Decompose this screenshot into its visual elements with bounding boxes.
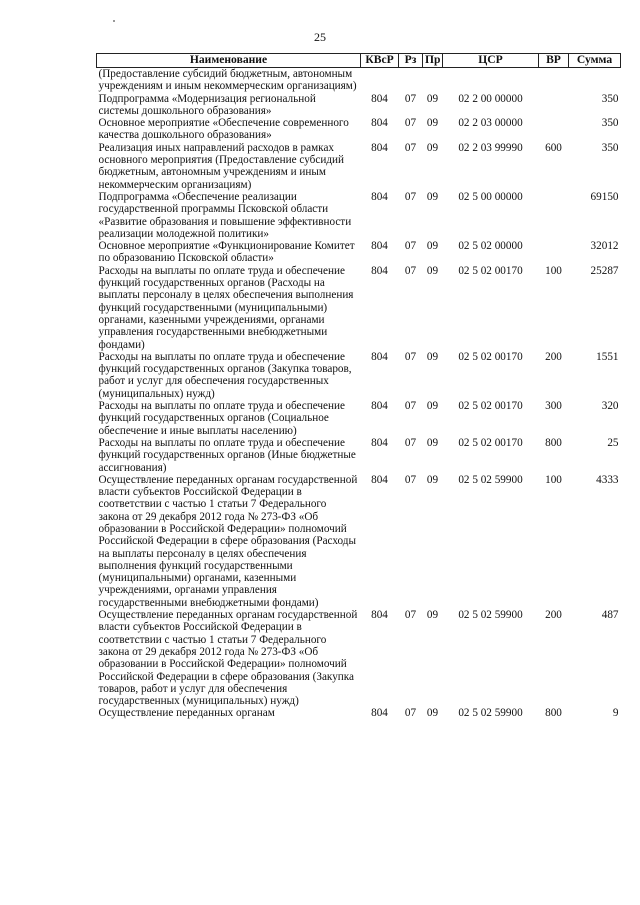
page-number: 25 (314, 30, 326, 44)
cell-kvsr: 804 (371, 141, 388, 154)
table-row (97, 191, 621, 240)
cell-pr: 09 (426, 350, 439, 363)
cell-kvsr: 804 (371, 436, 388, 449)
cell-rz: 07 (404, 141, 417, 154)
cell-pr: 09 (426, 609, 439, 622)
cell-rz: 07 (404, 117, 417, 130)
cell-name: Реализация иных направлений расходов в рамках основного мероприятия (Предоставление субсидий бюджетным, автономным учреждениям и иным некоммерческим организациям) (98, 141, 344, 191)
cell-kvsr: 804 (371, 240, 388, 253)
cell-rz: 07 (404, 400, 417, 413)
cell-vr (539, 68, 569, 93)
cell-sum: 4333 (596, 473, 619, 486)
header-name: Наименование (97, 54, 361, 68)
cell-kvsr: 804 (371, 609, 388, 622)
cell-name: Осуществление переданных органам государственной власти субъектов Российской Федерации в соответствии с частью 1 статьи 7 Федерального закона от 29 декабря 2012 года № 273-ФЗ «Об образовании в Российской Федерации» полномочий Российской Федерации в сфере образования (Закупка товаров, работ и услуг для обеспечения государственных (муниципальных) нужд) (98, 609, 358, 708)
cell-vr: 800 (545, 436, 562, 449)
cell-rz: 07 (404, 436, 417, 449)
cell-rz: 07 (404, 190, 417, 203)
cell-rz: 07 (404, 473, 417, 486)
cell-csr: 02 2 00 00000 (458, 92, 523, 105)
cell-name: Осуществление переданных органам (98, 707, 275, 720)
cell-vr (539, 191, 569, 240)
cell-vr (539, 93, 569, 118)
scan-speck (113, 20, 115, 22)
cell-name: Расходы на выплаты по оплате труда и обеспечение функций государственных органов (Закупка товаров, работ и услуг для обеспечения государственных (муниципальных) нужд) (98, 350, 352, 400)
cell-kvsr: 804 (371, 707, 388, 720)
cell-rz: 07 (404, 707, 417, 720)
cell-name: Подпрограмма «Модернизация региональной системы дошкольного образования» (98, 92, 316, 117)
cell-rz (399, 68, 423, 93)
cell-csr: 02 5 02 00170 (458, 264, 523, 277)
cell-name: Подпрограмма «Обеспечение реализации государственной программы Псковской области «Развитие образования и повышение эффективности реализации молодежной политики» (98, 190, 352, 240)
cell-vr: 200 (545, 350, 562, 363)
cell-name: Расходы на выплаты по оплате труда и обеспечение функций государственных органов (Иные бюджетные ассигнования) (98, 436, 356, 474)
table-row (97, 437, 621, 474)
cell-vr: 300 (545, 400, 562, 413)
cell-pr: 09 (426, 436, 439, 449)
cell-csr: 02 5 00 00000 (458, 190, 523, 203)
cell-name: Расходы на выплаты по оплате труда и обеспечение функций государственных органов (Социальное обеспечение и иные выплаты населению) (98, 400, 345, 437)
cell-rz: 07 (404, 350, 417, 363)
cell-name: Основное мероприятие «Обеспечение современного качества дошкольного образования» (98, 117, 349, 142)
table-row (97, 265, 621, 351)
cell-rz: 07 (404, 92, 417, 105)
cell-sum: 350 (601, 92, 619, 105)
cell-kvsr: 804 (371, 400, 388, 413)
cell-csr: 02 2 03 00000 (458, 117, 523, 130)
table-row (97, 707, 621, 719)
header-pr: Пр (423, 54, 443, 68)
cell-csr: 02 5 02 00170 (458, 436, 523, 449)
cell-csr: 02 5 02 59900 (458, 609, 523, 622)
cell-rz: 07 (404, 240, 417, 253)
table-row (97, 240, 621, 265)
cell-sum: 350 (601, 117, 619, 130)
cell-pr: 09 (426, 240, 439, 253)
cell-csr: 02 5 02 00170 (458, 400, 523, 413)
cell-csr: 02 5 02 59900 (458, 707, 523, 720)
cell-pr: 09 (426, 92, 439, 105)
cell-rz: 07 (404, 264, 417, 277)
header-rz: Рз (399, 54, 423, 68)
table-header-row (97, 54, 621, 68)
cell-sum: 320 (601, 400, 619, 413)
cell-kvsr: 804 (371, 92, 388, 105)
cell-name: (Предоставление субсидий бюджетным, автономным учреждениям и иным некоммерческим организациям) (98, 68, 357, 93)
cell-csr: 02 5 02 00170 (458, 350, 523, 363)
cell-sum: 32012 (590, 240, 619, 253)
cell-kvsr: 804 (371, 264, 388, 277)
header-sum: Сумма (569, 54, 621, 68)
cell-sum: 9 (612, 707, 619, 720)
cell-vr: 100 (545, 473, 562, 486)
cell-pr: 09 (426, 190, 439, 203)
cell-sum: 487 (601, 609, 619, 622)
cell-csr: 02 2 03 99990 (458, 141, 523, 154)
cell-sum: 25 (607, 436, 619, 449)
cell-name: Осуществление переданных органам государственной власти субъектов Российской Федерации в соответствии с частью 1 статьи 7 Федерального закона от 29 декабря 2012 года № 273-ФЗ «Об образовании в Российской Федерации» полномочий Российской Федерации в сфере образования (Расходы на выплаты персоналу в целях обеспечения выполнения функций государственными (муниципальными) органами, казенными учреждениями, органами управления государственными внебюджетными фондами) (98, 473, 358, 609)
table-row (97, 351, 621, 400)
table-row (97, 93, 621, 118)
table-row (97, 474, 621, 609)
cell-kvsr (361, 68, 399, 93)
cell-sum (569, 68, 621, 93)
header-vr: ВР (539, 54, 569, 68)
cell-name: Расходы на выплаты по оплате труда и обеспечение функций государственных органов (Расходы на выплаты персоналу в целях обеспечения выполнения функций государственными (муниципальными) органами, казенными учреждениями, органами управления государственными внебюджетными фондами) (98, 264, 354, 351)
table-row (97, 142, 621, 191)
cell-sum: 25287 (590, 264, 619, 277)
cell-pr: 09 (426, 264, 439, 277)
cell-vr (539, 117, 569, 142)
cell-pr: 09 (426, 400, 439, 413)
cell-vr: 800 (545, 707, 562, 720)
cell-csr: 02 5 02 00000 (458, 240, 523, 253)
table-row (97, 68, 621, 93)
cell-vr: 200 (545, 609, 562, 622)
cell-vr: 600 (545, 141, 562, 154)
cell-sum: 350 (601, 141, 619, 154)
cell-sum: 69150 (590, 190, 619, 203)
table-row (97, 400, 621, 437)
cell-vr: 100 (545, 264, 562, 277)
cell-rz: 07 (404, 609, 417, 622)
table-row (97, 609, 621, 707)
budget-table (96, 53, 621, 720)
cell-pr: 09 (426, 141, 439, 154)
cell-name: Основное мероприятие «Функционирование Комитет по образованию Псковской области» (98, 240, 355, 265)
header-csr: ЦСР (443, 54, 539, 68)
cell-kvsr: 804 (371, 350, 388, 363)
cell-sum: 1551 (596, 350, 619, 363)
cell-vr (539, 240, 569, 265)
cell-pr (423, 68, 443, 93)
cell-kvsr: 804 (371, 117, 388, 130)
cell-kvsr: 804 (371, 190, 388, 203)
cell-pr: 09 (426, 117, 439, 130)
cell-csr: 02 5 02 59900 (458, 473, 523, 486)
table-body (97, 68, 621, 720)
cell-pr: 09 (426, 707, 439, 720)
table-row (97, 117, 621, 142)
header-kvsr: КВсР (361, 54, 399, 68)
cell-csr (443, 68, 539, 93)
cell-kvsr: 804 (371, 473, 388, 486)
cell-pr: 09 (426, 473, 439, 486)
